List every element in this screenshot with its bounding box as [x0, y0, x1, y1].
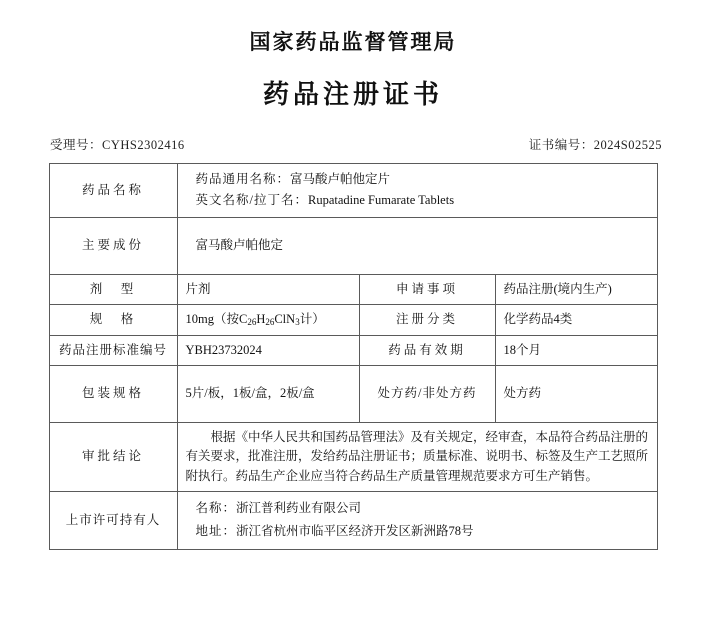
- table-row-drug-name: [49, 164, 657, 218]
- holder-address-value: 浙江省杭州市临平区经济开发区新洲路78号: [236, 524, 474, 539]
- generic-name-line: [196, 169, 649, 190]
- value-package-spec: 5片/板，1板/盒，2板/盒: [177, 365, 359, 422]
- certificate-page: [0, 26, 706, 624]
- label-conclusion: 审批结论: [49, 422, 177, 491]
- value-prescription-type: 处方药: [495, 365, 657, 422]
- label-dosage-form: 剂 型: [49, 274, 177, 304]
- table-row-main-ingredient: [49, 217, 657, 274]
- english-name-key: 英文名称/拉丁名：: [195, 193, 308, 208]
- holder-address-key: 地址：: [195, 524, 237, 539]
- label-prescription-type: 处方药/非处方药: [359, 365, 495, 422]
- holder-name-key: 名称：: [195, 501, 237, 515]
- label-application-item: 申请事项: [359, 274, 495, 304]
- spec-suffix: 计）: [299, 312, 325, 327]
- value-dosage-form: 片剂: [177, 274, 359, 304]
- acceptance-number: 受理号：CYHS2302416: [50, 138, 185, 152]
- label-drug-name: 药品名称: [49, 164, 177, 218]
- label-specification: 规 格: [49, 305, 177, 335]
- holder-name-line: [196, 497, 649, 520]
- spec-mid-2: ClN: [274, 312, 296, 327]
- spec-sub-1: 26: [247, 317, 257, 328]
- table-row-standard-number: [49, 335, 657, 365]
- spec-sub-3: 3: [295, 317, 300, 328]
- generic-name-value: 富马酸卢帕他定片: [290, 172, 391, 186]
- holder-name-value: 浙江普利药业有限公司: [236, 501, 362, 515]
- certificate-number: 证书编号：2024S02525: [528, 138, 662, 152]
- issuing-organization: 国家药品监督管理局: [249, 30, 457, 54]
- value-drug-name: [177, 164, 657, 218]
- english-name-line: [196, 190, 649, 211]
- table-row-specification: [49, 305, 657, 335]
- value-specification: [177, 305, 359, 335]
- table-row-package-spec: [49, 365, 657, 422]
- value-application-item: 药品注册(境内生产): [495, 274, 657, 304]
- table-row-dosage-form: [49, 274, 657, 304]
- label-main-ingredient: 主要成份: [49, 217, 177, 274]
- label-validity: 药品有效期: [359, 335, 495, 365]
- value-standard-number: YBH23732024: [177, 335, 359, 365]
- holder-address-line: [196, 520, 649, 543]
- meta-row: [24, 135, 682, 153]
- document-title: 药品注册证书: [262, 80, 443, 109]
- generic-name-key: 药品通用名称：: [195, 172, 291, 186]
- value-registration-category: 化学药品4类: [495, 305, 657, 335]
- label-standard-number: 药品注册标准编号: [49, 335, 177, 365]
- label-holder: 上市许可持有人: [49, 492, 177, 550]
- label-package-spec: 包装规格: [49, 365, 177, 422]
- spec-sub-2: 26: [265, 317, 275, 328]
- value-validity: 18个月: [495, 335, 657, 365]
- table-row-conclusion: [49, 422, 657, 491]
- value-main-ingredient: 富马酸卢帕他定: [177, 217, 657, 274]
- certificate-table: [49, 163, 658, 550]
- value-holder: [177, 492, 657, 550]
- value-conclusion: 根据《中华人民共和国药品管理法》及有关规定，经审查，本品符合药品注册的有关要求，批准注册，发给药品注册证书；质量标准、说明书、标签及生产工艺照所附执行。药品生产企业应当符合药品生产质量管理规范要求方可生产销售。: [177, 422, 657, 491]
- spec-mid-1: H: [256, 312, 266, 327]
- english-name-value: Rupatadine Fumarate Tablets: [307, 193, 455, 208]
- label-registration-category: 注册分类: [359, 305, 495, 335]
- table-row-holder: [49, 492, 657, 550]
- spec-prefix: 10mg（按C: [185, 312, 248, 327]
